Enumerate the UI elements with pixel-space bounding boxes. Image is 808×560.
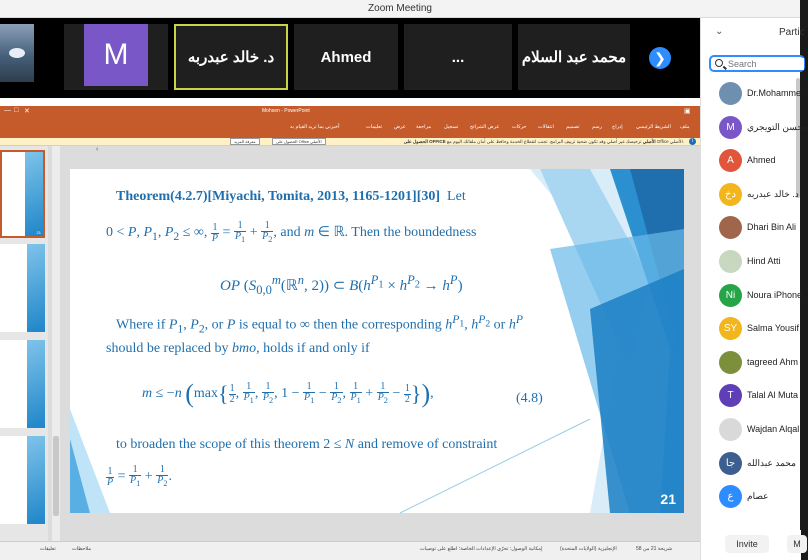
tab-slideshow[interactable]: عرض الشرائح (470, 124, 500, 130)
participant-row[interactable] (719, 351, 801, 381)
participant-row[interactable] (719, 485, 801, 515)
tile-label: ... (451, 48, 465, 66)
participant-name: Salma Yousif (747, 323, 800, 334)
video-tile-mohammed[interactable] (518, 24, 630, 90)
participants-header (701, 18, 805, 52)
tell-me-box[interactable]: أخبرني بما تريد القيام به (290, 124, 340, 130)
learn-more-button[interactable]: معرفة المزيد (230, 138, 260, 145)
tab-transitions[interactable]: انتقالات (538, 124, 554, 130)
participant-row[interactable] (719, 116, 808, 146)
save-icon[interactable]: ▣ (684, 108, 691, 115)
participant-name: عصام (747, 491, 769, 502)
avatar (719, 250, 742, 273)
participant-row[interactable] (719, 183, 801, 213)
avatar (719, 418, 742, 441)
slide-line-where: Where if $P_1$, $P_2$, or P is equal to ∞ then the corresponding $h^{P_1}$, $h^{P_2}$ or $h^P$ (116, 313, 523, 336)
avatar (719, 82, 742, 105)
avatar-m: M (84, 24, 148, 86)
participants-title: Partic (779, 27, 805, 38)
get-office-button[interactable]: الحصول على Office الأصلي (272, 138, 326, 145)
tab-draw[interactable]: رسم (592, 124, 602, 130)
accessibility-status[interactable]: إمكانية الوصول: تحرّي الإعدادات الخاصة؛ اطلع على توصيات (420, 546, 543, 552)
video-tile-scene[interactable] (0, 24, 34, 82)
mute-all-button[interactable]: M (787, 535, 807, 553)
participant-row[interactable] (719, 149, 801, 179)
ribbon-tabs (0, 120, 700, 134)
participant-row[interactable] (719, 216, 801, 246)
participant-row[interactable] (719, 250, 801, 280)
participant-name: Ahmed (747, 155, 776, 166)
avatar: T (719, 384, 742, 407)
tab-review[interactable]: مراجعة (416, 124, 432, 130)
slide-equation-operator: OP ($S_{0,0}^m(ℝ^n$, 2)) ⊂ $B(h^{P_1} \times h^{P_2} \to h^P)$ (220, 273, 463, 297)
tab-insert[interactable]: إدراج (612, 124, 623, 130)
slide-line-replaced: should be replaced by bmo, holds if and only if (106, 341, 370, 356)
participant-name: Dr.Mohamme (747, 88, 802, 98)
theorem-title: Theorem(4.2.7)[Miyachi, Tomita, 2013, 1165-1201][30] Let (116, 189, 466, 204)
avatar: ع (719, 485, 742, 508)
ppt-titlebar (0, 106, 700, 138)
tab-home[interactable]: الشريط الرئيسي (636, 124, 671, 130)
participant-name: Noura iPhone (747, 289, 803, 300)
tile-label: محمد عبد السلام (521, 49, 627, 66)
video-tile-khaled[interactable] (174, 24, 288, 90)
tab-file[interactable]: ملف (680, 124, 690, 130)
avatar: A (719, 149, 742, 172)
office-info-bar (0, 138, 700, 146)
avatar: دخ (719, 183, 742, 206)
tile-label: د. خالد عبدربه (187, 49, 275, 66)
slide-counter: شريحة 21 من 58 (636, 546, 673, 552)
chevron-down-icon[interactable]: ⌄ (715, 26, 724, 37)
participant-name: Wajdan Alqal (747, 424, 800, 434)
participant-row[interactable] (719, 418, 801, 448)
ppt-doc-title: Mohsen - PowerPoint (262, 108, 310, 114)
participant-name: محسن التويجري (747, 121, 808, 132)
avatar (719, 216, 742, 239)
ppt-statusbar (0, 541, 700, 560)
participant-name: محمد عبدالله (747, 457, 796, 468)
chevron-right-icon[interactable]: ❯ (649, 47, 671, 69)
avatar: Ni (719, 284, 742, 307)
info-icon: i (689, 138, 696, 145)
participants-footer (701, 530, 801, 560)
invite-button[interactable]: Invite (725, 535, 769, 553)
thumbnail-scrollbar[interactable] (52, 146, 60, 541)
notes-button[interactable]: ملاحظات (72, 546, 92, 552)
tab-animations[interactable]: حركات (512, 124, 527, 130)
minimize-icon[interactable]: — (4, 107, 11, 114)
participant-name: Hind Atti (747, 256, 781, 266)
participant-name: Dhari Bin Ali (747, 222, 797, 233)
avatar: M (719, 116, 742, 139)
search-input[interactable] (728, 58, 804, 70)
slide-canvas (70, 169, 684, 513)
avatar (719, 351, 742, 374)
video-strip (0, 18, 700, 98)
tab-view[interactable]: عرض (394, 124, 406, 130)
tile-label: Ahmed (320, 48, 372, 66)
comments-button[interactable]: تعليقات (40, 546, 56, 552)
participant-name: tagreed Ahm (747, 356, 799, 367)
window-title: Zoom Meeting (0, 0, 800, 18)
info-message: الحصول على OFFICE الأصلي ترخيصك غير أصلي وقد تكون ضحية تزييف البرامج. تجنب انقطاع الخدمة وحافظ على أمان ملفاتك اليوم مع Office الأصلي. (403, 139, 684, 144)
slide-thumb[interactable] (0, 244, 45, 332)
participant-row[interactable] (719, 384, 801, 414)
maximize-icon[interactable]: □ (14, 107, 19, 114)
video-tile-ahmed[interactable] (294, 24, 398, 90)
participants-panel (700, 18, 808, 560)
slide-thumb[interactable] (0, 436, 45, 524)
participant-name: Talal Al Muta (747, 390, 799, 401)
ppt-workarea (0, 146, 700, 541)
slide-number: 21 (660, 491, 676, 507)
equation-label: (4.8) (516, 391, 543, 406)
avatar: جا (719, 452, 742, 475)
slide-equation-condition: m ≤ −n (max{ $\frac{1}{2}$ , $\frac{1}{P_1}$ , $\frac{1}{P_2}$ , 1 − $\frac{1}{P_1}$ − $\frac{1}{P_2}$ , $\frac{1}{P_1}$ + $\frac{1}{P_2}$ − $\frac{1}{2}$ }), (142, 379, 434, 408)
avatar: SY (719, 317, 742, 340)
slide-line-conditions: 0 < P, $P_1$, $P_2$ ≤ ∞, $\frac{1}{P}$ = $\frac{1}{P_1}$ + $\frac{1}{P_2}$ , and m ∈ ℝ. Then the boundedness (106, 220, 477, 244)
participant-name: د. خالد عبدربه (747, 188, 799, 199)
participant-row[interactable] (719, 452, 801, 482)
slide-thumb[interactable]: 21 (0, 150, 45, 238)
tab-help[interactable]: تعليمات (366, 124, 383, 130)
tab-record[interactable]: تسجيل (444, 124, 459, 130)
video-tile-dots[interactable] (404, 24, 512, 90)
search-icon (715, 59, 723, 67)
tab-design[interactable]: تصميم (566, 124, 580, 130)
slide-line-broaden: to broaden the scope of this theorem 2 ≤ N and remove of constraint (116, 437, 498, 452)
participant-row[interactable] (719, 317, 801, 347)
shared-screen (0, 98, 700, 560)
participants-search[interactable] (709, 55, 805, 72)
close-icon[interactable]: ✕ (24, 108, 30, 115)
slide-thumbnails (0, 146, 48, 541)
collapse-pane-icon[interactable]: ‹ (96, 146, 99, 153)
participant-row[interactable] (719, 82, 801, 112)
language-status[interactable]: الإنجليزية (الولايات المتحدة) (560, 546, 617, 552)
participant-row[interactable] (719, 284, 801, 314)
slide-thumb[interactable] (0, 340, 45, 428)
slide-equation-constraint: $\frac{1}{P}$ = $\frac{1}{P_1}$ + $\frac{1}{P_2}$ . (107, 464, 172, 488)
